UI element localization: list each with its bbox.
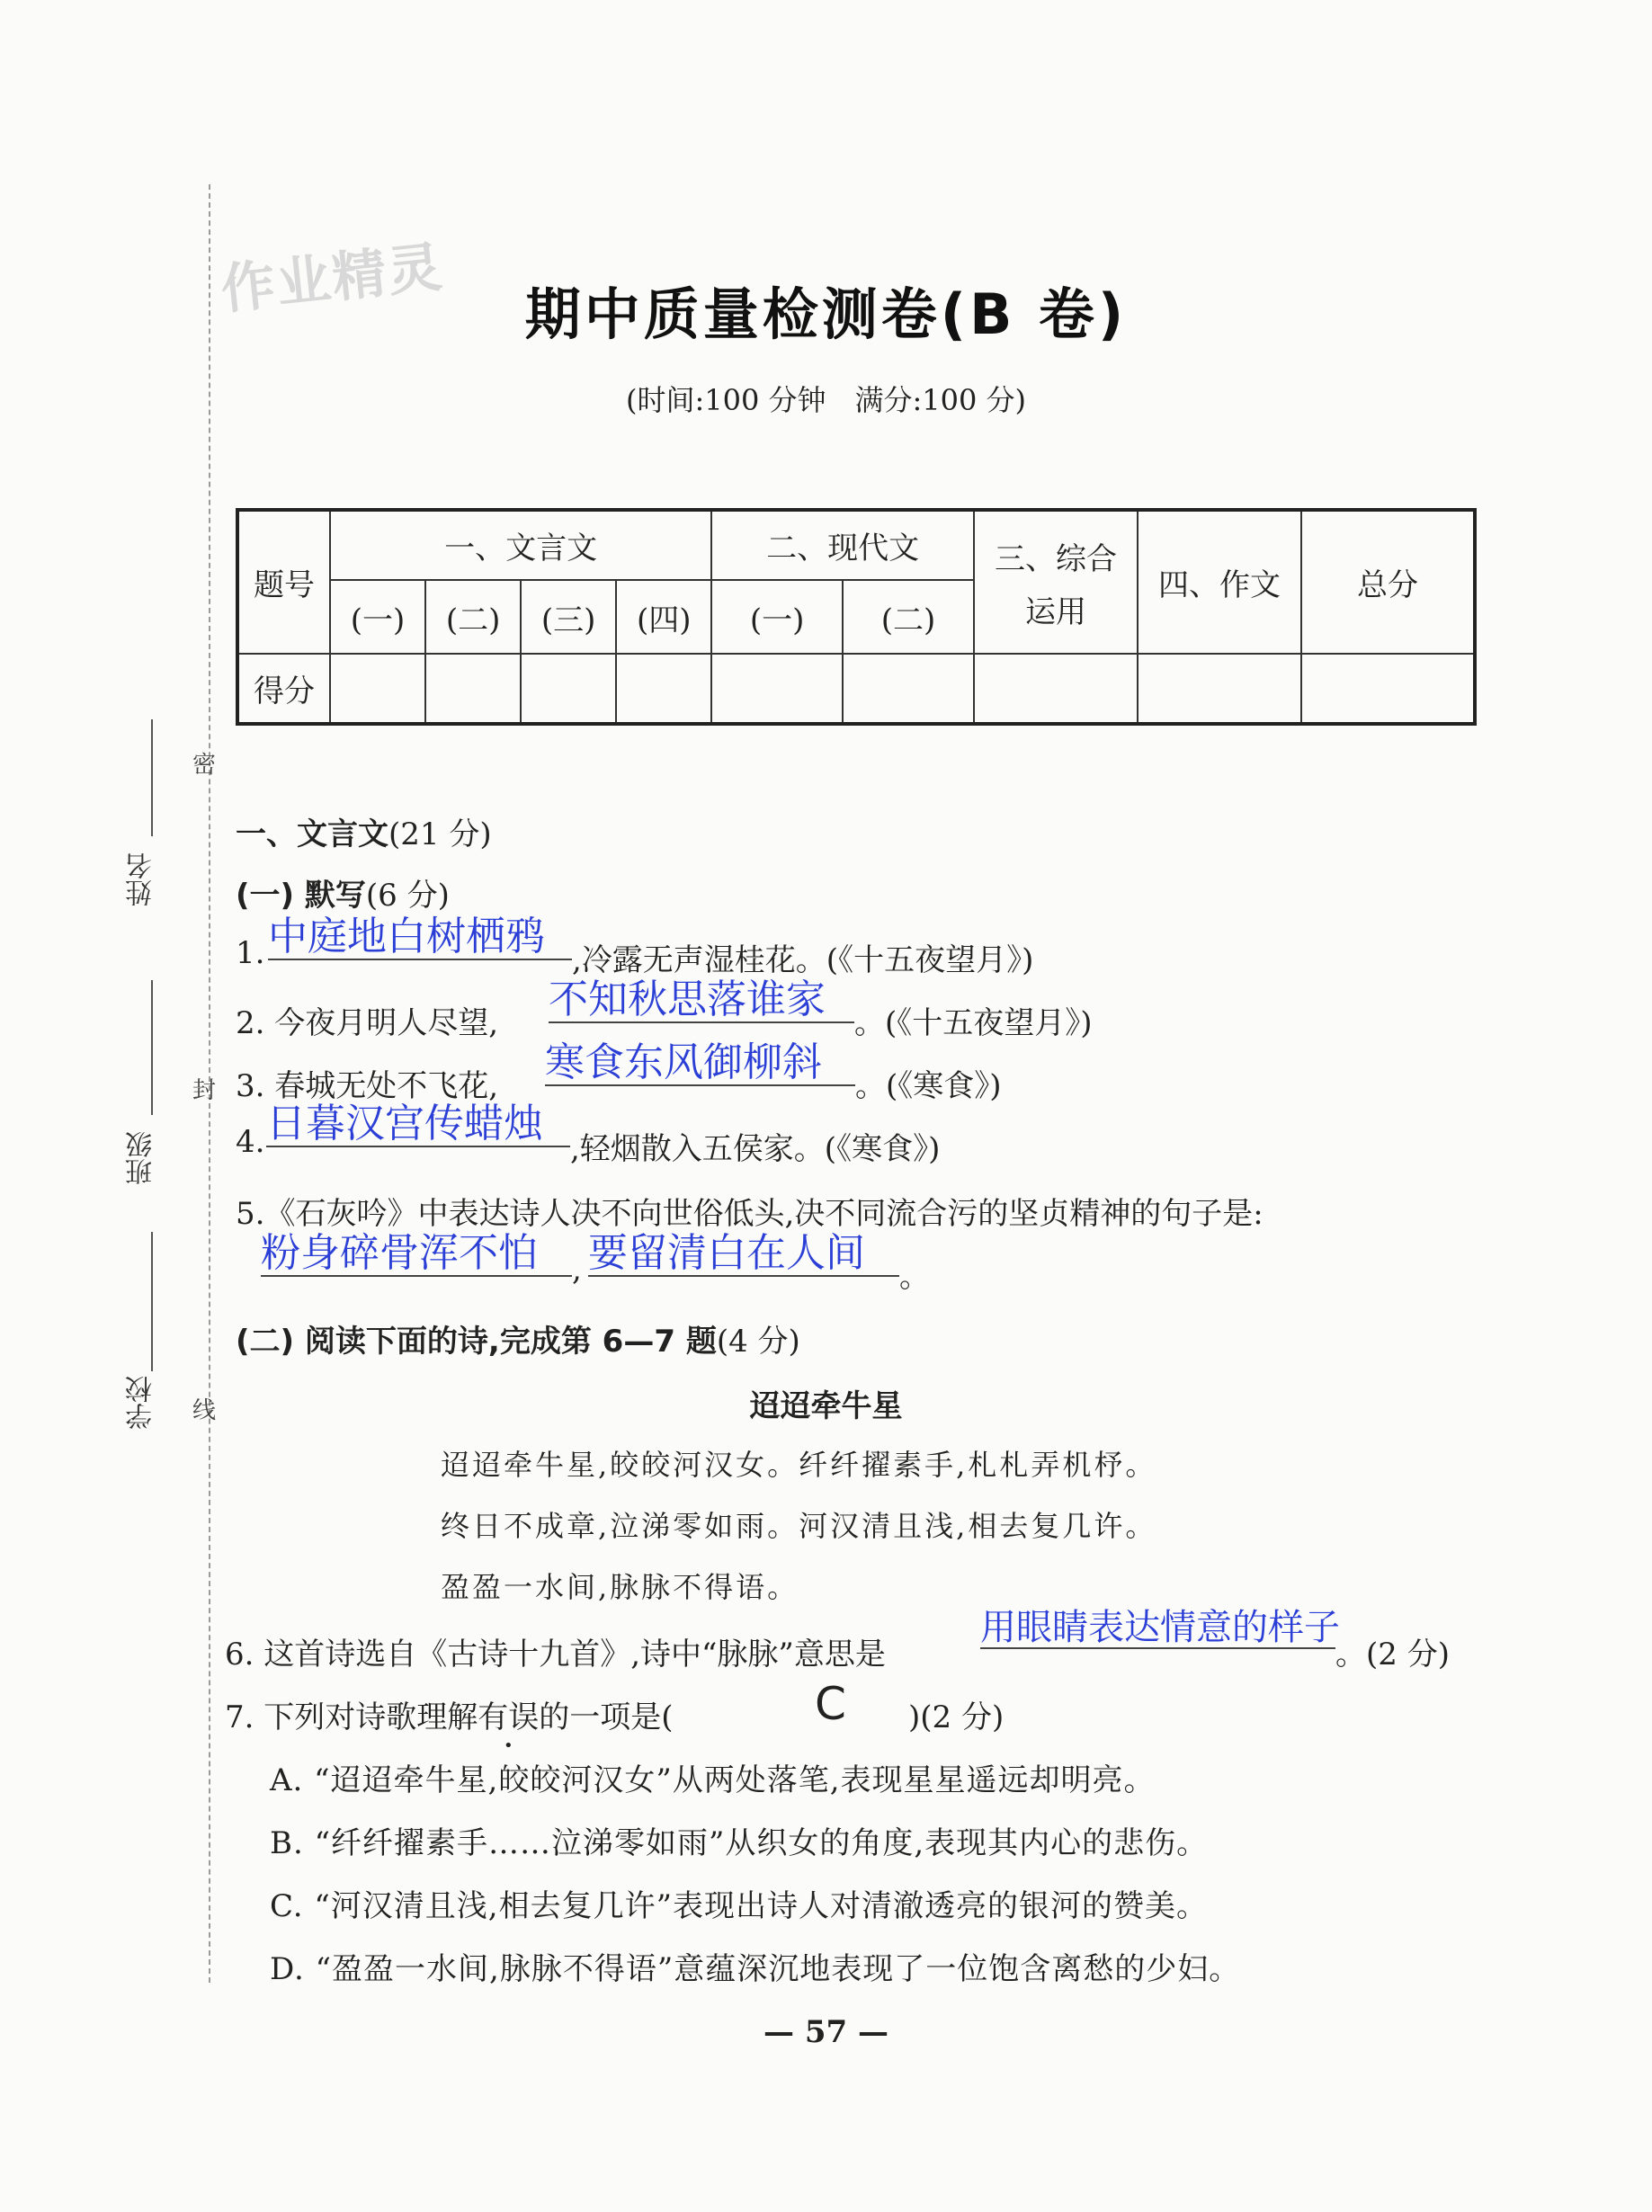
binding-mark-feng: 封 (192, 1077, 217, 1104)
section3-line2: 运用 (1025, 593, 1086, 630)
poem-line: 迢迢牵牛星,皎皎河汉女。纤纤擢素手,札札弄机杼。 (441, 1448, 1157, 1482)
binding-mark-mi: 密 (192, 752, 217, 779)
part1-heading: 一、文言文(21 分) (236, 816, 492, 852)
table-header-section3 (974, 510, 1138, 654)
q2-rest: 。(《十五夜望月》) (854, 1005, 1093, 1041)
option-b: B. “纤纤擢素手……泣涕零如雨”从织女的角度,表现其内心的悲伤。 (270, 1825, 1209, 1861)
sub1-heading: (一) 默写(6 分) (236, 878, 450, 914)
score-cell[interactable] (330, 654, 425, 724)
q7-rest: )(2 分) (908, 1699, 1005, 1735)
table-header-tihao: 题号 (237, 510, 330, 654)
class-label: 班级 (126, 1131, 157, 1185)
q7-answer[interactable]: C (815, 1678, 846, 1730)
question-1: 1. (236, 935, 265, 971)
table-row-label-defen: 得分 (237, 654, 330, 724)
name-blank-line[interactable] (151, 719, 153, 836)
q2-answer[interactable]: 不知秋思落谁家 (549, 978, 854, 1023)
page-title: 期中质量检测卷(B 卷) (524, 281, 1128, 347)
table-header-section2: 二、现代文 (711, 510, 974, 580)
score-cell[interactable] (521, 654, 616, 724)
q5-answer-2[interactable]: 要留清白在人间 (588, 1232, 899, 1277)
table-sub-header: (一) (330, 580, 425, 654)
table-sub-header: (四) (616, 580, 711, 654)
q5-answer-1[interactable]: 粉身碎骨浑不怕 (261, 1232, 572, 1277)
q3-answer[interactable]: 寒食东风御柳斜 (545, 1041, 855, 1086)
table-header-section4: 四、作文 (1138, 510, 1301, 654)
q1-answer[interactable]: 中庭地白树栖鸦 (268, 915, 572, 960)
q4-answer[interactable]: 日暮汉宫传蜡烛 (266, 1102, 570, 1147)
option-c: C. “河汉清且浅,相去复几许”表现出诗人对清澈透亮的银河的赞美。 (270, 1888, 1208, 1924)
score-table (236, 508, 1477, 726)
table-sub-header: (二) (843, 580, 974, 654)
page-number: — 57 — (763, 2014, 889, 2050)
question-4: 4. (236, 1124, 265, 1160)
binding-mark-xian: 线 (192, 1397, 217, 1424)
question-3-prefix: 3. 春城无处不飞花, (236, 1068, 499, 1104)
table-sub-header: (二) (425, 580, 521, 654)
q6-answer[interactable]: 用眼睛表达情意的样子 (980, 1607, 1340, 1648)
sub2-heading: (二) 阅读下面的诗,完成第 6—7 题(4 分) (236, 1324, 800, 1360)
table-sub-header: (一) (711, 580, 843, 654)
score-cell[interactable] (974, 654, 1138, 724)
question-7: 7. 下列对诗歌理解有误的一项是( (225, 1699, 674, 1735)
question-2-prefix: 2. 今夜月明人尽望, (236, 1005, 499, 1041)
table-header-section1: 一、文言文 (330, 510, 711, 580)
score-cell[interactable] (616, 654, 711, 724)
watermark-logo: 作业精灵 (218, 236, 447, 322)
name-label: 姓名 (126, 852, 157, 906)
q3-rest: 。(《寒食》) (855, 1068, 1002, 1104)
page-subtitle: (时间:100 分钟 满分:100 分) (625, 383, 1027, 417)
school-label: 学校 (126, 1376, 157, 1430)
score-cell[interactable] (1138, 654, 1301, 724)
section3-line1: 三、综合 (995, 540, 1117, 577)
class-blank-line[interactable] (151, 980, 153, 1115)
poem-title: 迢迢牵牛星 (749, 1388, 903, 1424)
table-header-total: 总分 (1301, 510, 1475, 654)
emphasis-dotted-text: 有误 (478, 1699, 540, 1735)
q4-rest: ,轻烟散入五侯家。(《寒食》) (570, 1131, 941, 1167)
q1-rest: ,冷露无声湿桂花。(《十五夜望月》) (572, 942, 1034, 978)
poem-line: 终日不成章,泣涕零如雨。河汉清且浅,相去复几许。 (441, 1509, 1157, 1543)
poem-line: 盈盈一水间,脉脉不得语。 (441, 1570, 799, 1604)
option-a: A. “迢迢牵牛星,皎皎河汉女”从两处落笔,表现星星遥远却明亮。 (270, 1762, 1156, 1798)
table-sub-header: (三) (521, 580, 616, 654)
question-6-prefix: 6. 这首诗选自《古诗十九首》,诗中“脉脉”意思是 (225, 1637, 886, 1672)
q5-separator: , (572, 1252, 582, 1288)
score-cell[interactable] (1301, 654, 1475, 724)
option-d: D. “盈盈一水间,脉脉不得语”意蕴深沉地表现了一位饱含离愁的少妇。 (270, 1951, 1241, 1987)
school-blank-line[interactable] (151, 1232, 153, 1371)
question-5: 5.《石灰吟》中表达诗人决不向世俗低头,决不同流合污的坚贞精神的句子是: (236, 1196, 1264, 1232)
score-cell[interactable] (843, 654, 974, 724)
score-cell[interactable] (425, 654, 521, 724)
q6-rest: 。(2 分) (1335, 1637, 1450, 1672)
score-cell[interactable] (711, 654, 843, 724)
q5-end: 。 (899, 1259, 930, 1295)
